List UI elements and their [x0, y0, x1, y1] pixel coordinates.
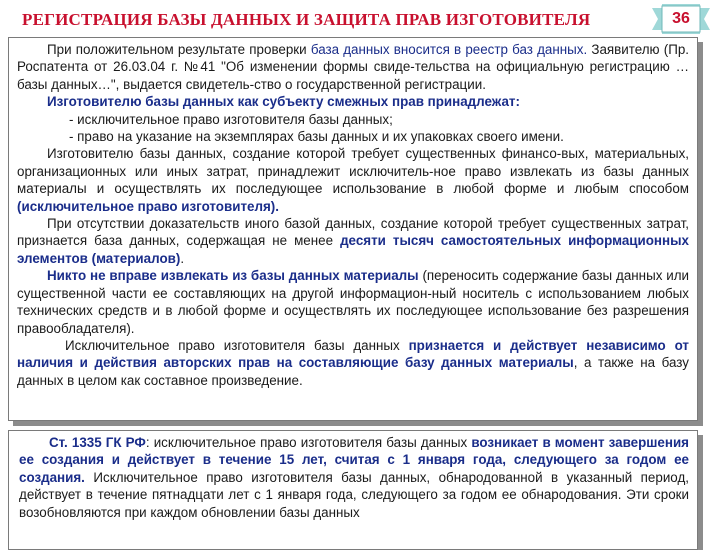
list-item-exclusive-right: - исключительное право изготовителя базы данных;: [69, 111, 393, 127]
paragraph-registration: [17, 41, 689, 93]
highlight-run: база данных вносится в реестр баз данных.: [310, 42, 588, 57]
page-title: РЕГИСТРАЦИЯ БАЗЫ ДАННЫХ И ЗАЩИТА ПРАВ ИЗГОТОВИТЕЛЯ: [22, 10, 591, 29]
text-run: : исключительное право изготовителя базы данных: [145, 435, 472, 450]
text-run: Изготовителю базы данных, создание которой требует существенных финансо-вых, материальных, организационных или иных затрат, принадлежит исключитель-ное право извлекать из базы данных материалы и осуществлять их последующее использование в любой форме и любым способом: [17, 146, 689, 197]
paragraph-article-1335: [19, 434, 689, 521]
text-run: При отсутствии доказательств иного базой данных, создание которой требует существенных затрат, признается база данных, содержащая не менее: [17, 216, 689, 249]
text-run: (переносить содержание базы данных или существенной части ее составляющих на другой информацион-ный носитель с использованием любых технических средств и в любой форме и осуществлять их последующее использование без разрешения правообладателя).: [17, 268, 690, 336]
text-run: , а также на базу данных в целом как составное произведение.: [17, 355, 689, 388]
paragraph-ten-thousand: [17, 215, 689, 267]
main-text-box: [8, 37, 698, 421]
paragraph-exclusive-right: [17, 145, 689, 215]
text-run: Исключительное право изготовителя базы данных, обнародованной в указанный период, действует в течение пятнадцати лет с 1 января года, следующего за годом ее обнародования. Эти сроки возобновляются при каждом обновлении базы данных: [19, 469, 689, 520]
text-run: При положительном результате проверки: [47, 42, 311, 57]
text-run: Заявителю (Пр. Роспатента от 26.03.04 г. №41 "Об изменении формы свиде-тельства на официальную регистрацию … базы данных…", выдается свидетель-ство о государственной регистрации.: [17, 42, 690, 92]
highlight-run: признается и действует независимо от наличия и действия авторских прав на составляющие базу данных материалы: [17, 337, 689, 371]
highlight-run: возникает в момент завершения ее создания и действует в течение 15 лет, считая с 1 января года, следующего за годом ее создания.: [19, 435, 689, 485]
highlight-run: (исключительное право изготовителя).: [17, 198, 279, 214]
paragraph-independent: [17, 337, 689, 389]
list-item-name-right: - право на указание на экземплярах базы данных и их упаковках своего имени.: [69, 129, 564, 145]
text-run: Исключительное право изготовителя базы данных: [65, 337, 409, 353]
paragraph-rights-heading: Изготовителю базы данных как субъекту смежных прав принадлежат:: [47, 94, 520, 110]
paragraph-no-extraction: [17, 267, 689, 337]
article-box: [8, 430, 698, 550]
highlight-run: Никто не вправе извлекать из базы данных материалы: [47, 268, 419, 284]
text-run: .: [180, 250, 185, 266]
page-number-badge: [652, 4, 710, 34]
highlight-run: десяти тысяч самостоятельных информационных элементов (материалов): [17, 233, 689, 266]
article-reference: Ст. 1335 ГК РФ: [49, 435, 146, 450]
page-number: 36: [672, 10, 690, 27]
